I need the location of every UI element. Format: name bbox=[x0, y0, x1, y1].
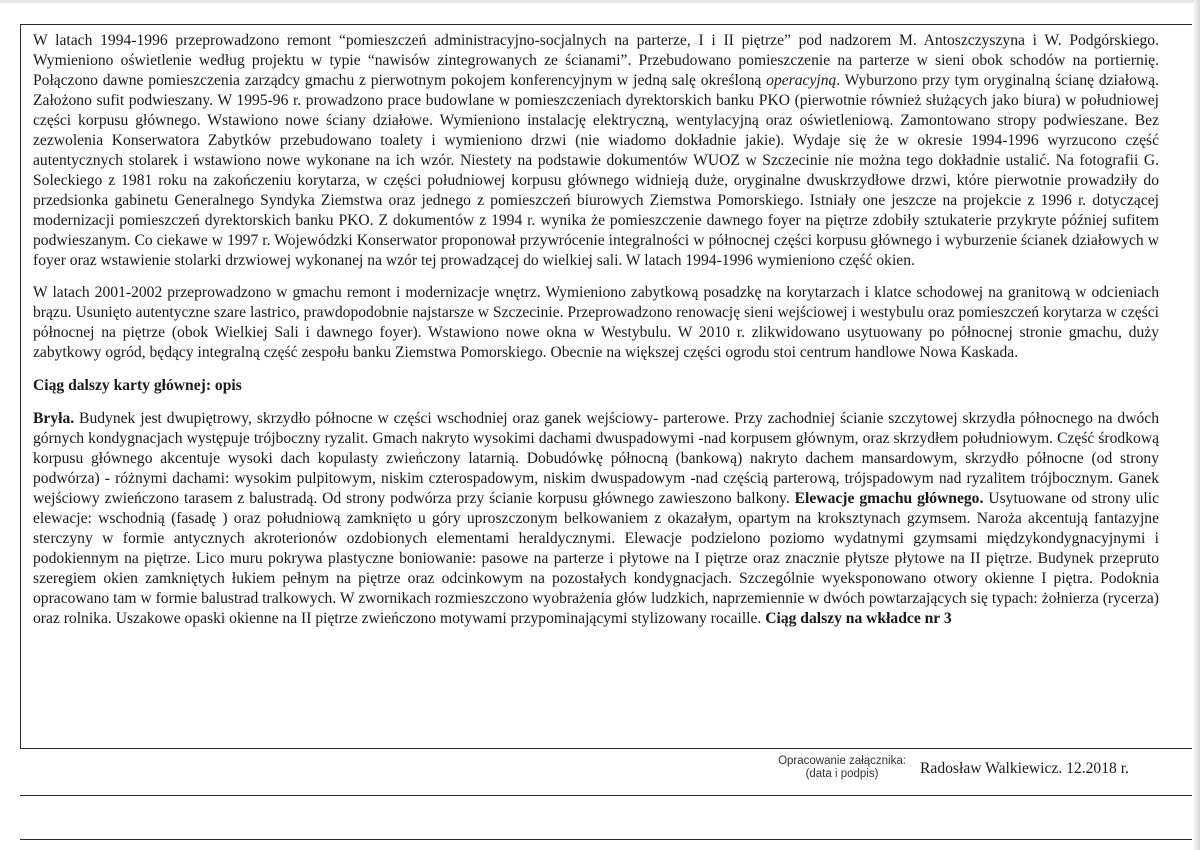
paragraph-3-lead: Bryła. bbox=[33, 410, 75, 427]
paragraph-3-text-a: Budynek jest dwupiętrowy, skrzydło północne w części wschodniej oraz ganek wejściowy- parterowe. Przy zachodniej ścianie szczytowej skrzydła północnego na dwóch górnych kondygnacjach występuje trójboczny ryzalit. Gmach nakryto wysokimi dachami dwuspadowymi -nad korpusem głównym, oraz skrzydłem południowym. Część środkową korpusu głównego akcentuje wysoki dach kopulasty zwieńczony latarnią. Dobudówkę północną (bankową) nakryto dachem mansardowym, skrzydło północne (od strony podwórza) - różnymi dachami: wysokim pulpitowym, niskim czterospadowym, niskim dwuspadowym -nad częścią parterową, trójspadowym nad ryzalitem trójbocznym. Ganek wejściowy zwieńczono tarasem z balustradą. Od strony podwórza przy ścianie korpusu głównego zawieszono balkony. bbox=[33, 410, 1159, 507]
document-body bbox=[33, 31, 1159, 629]
section-heading: Ciąg dalszy karty głównej: opis bbox=[33, 377, 242, 394]
paragraph-1-italic-term: operacyjną bbox=[766, 72, 837, 89]
paragraph-1-text-a: W latach 1994-1996 przeprowadzono remont “pomieszczeń administracyjno-socjalnych na parterze, I i II piętrze” pod nadzorem M. Antoszczyszyna i W. Podgórskiego. Wymieniono oświetlenie według projektu w typie “nawisów zintegrowanych ze ścianami”. Przebudowano pomieszczenie na parterze w sieni obok schodów na portiernię. Połączono dawne pomieszczenia zarządcy gmachu z pierwotnym pokojem konferencyjnym w jedną salę określoną bbox=[33, 32, 1159, 89]
paragraph-renovation-1994-1996 bbox=[33, 31, 1159, 271]
footer-signature: Radosław Walkiewicz. 12.2018 r. bbox=[920, 760, 1129, 777]
paragraph-3-continuation-note: Ciąg dalszy na wkładce nr 3 bbox=[765, 610, 952, 627]
footer-label-line-1: Opracowanie załącznika: bbox=[778, 755, 906, 767]
footer-bottom-border bbox=[20, 839, 1192, 840]
paragraph-1-text-b: . Wyburzono przy tym oryginalną ścianę działową. Założono sufit podwieszany. W 1995-96 r. prowadzono prace budowlane w pomieszczeniach dyrektorskich banku PKO (pierwotnie również służących jako biura) w południowej części korpusu głównego. Wstawiono nowe ściany działowe. Wymieniono instalację elektryczną, wentylacyjną oraz oświetleniową. Zamontowano stropy podwieszane. Bez zezwolenia Konserwatora Zabytków przebudowano toalety i wymieniono drzwi (nie wiadomo dokładnie jakie). Wydaje się że w okresie 1994-1996 wyrzucono część autentycznych stolarek i wstawiono nowe wykonane na ich wzór. Niestety na podstawie dokumentów WUOZ w Szczecinie nie można tego dokładnie ustalić. Na fotografii G. Soleckiego z 1981 roku na zakończeniu korytarza, w części południowej korpusu głównego widnieją duże, oryginalne dwuskrzydłowe drzwi, które pierwotnie prowadziły do przedsionka gabinetu Generalnego Syndyka Ziemstwa oraz jednego z pomieszczeń biurowych Ziemstwa Pomorskiego. Istniały one jeszcze na projekcie z 1996 r. dotyczącej modernizacji pomieszczeń dyrektorskich banku PKO. Z dokumentów z 1994 r. wynika że pomieszczenie dawnego foyer na piętrze zdobiły sztukaterie przykryte później sufitem podwieszanym. Co ciekawe w 1997 r. Wojewódzki Konserwator proponował przywrócenie integralności w północnej części korpusu głównego i wyburzenie ścianek działowych w foyer oraz wstawienie stolarki drzwiowej wykonanej na wzór tej prowadzącej do wielkiej sali. W latach 1994-1996 wymieniono część okien. bbox=[33, 72, 1160, 269]
frame-left-border bbox=[20, 24, 21, 749]
paragraph-3-text-b: Usytuowane od strony ulic elewacje: wschodnią (fasadę ) oraz południową zamknięto u góry uproszczonym belkowaniem z okazałym, opartym na kroksztynach gzymsem. Naroża akcentują fantazyjne sterczyny w formie antycznych akroterionów ozdobionych elementami heraldycznymi. Elewacje podzielono poziomo wydatnymi gzymsami międzykondygnacyjnymi i podokiennym na piętrze. Lico muru pokrywa plastyczne boniowanie: pasowe na parterze i płytowe na I piętrze oraz znacznie płytsze płytowe na II piętrze. Budynek przepruto szeregiem okien zamkniętych łukiem pełnym na piętrze oraz odcinkowym na pozostałych kondygnacjach. Szczególnie wyeksponowano otwory okienne I piętra. Podoknia opracowano tam w formie balustrad tralkowych. W zwornikach rozmieszczono wyobrażenia głów ludzkich, naprzemiennie w dwóch powtarzających się typach: żołnierza (rycerza) oraz rolnika. Uszakowe opaski okienne na II piętrze zwieńczono motywami przypominającymi stylizowany rocaille. bbox=[33, 490, 1160, 627]
footer-preparation-label bbox=[752, 755, 932, 781]
paragraph-building-description bbox=[33, 409, 1159, 629]
frame-top-border bbox=[20, 24, 1192, 25]
scan-edge-right bbox=[1194, 0, 1200, 850]
footer-divider bbox=[20, 795, 1192, 796]
paragraph-renovation-2001-2002: W latach 2001-2002 przeprowadzono w gmachu remont i modernizacje wnętrz. Wymieniono zabytkową posadzkę na korytarzach i klatce schodowej na granitową w odcieniach brązu. Usunięto autentyczne szare lastrico, prawdopodobnie najstarsze w Szczecinie. Przeprowadzono renowację sieni wejściowej i westybulu oraz pomieszczeń korytarza w części północnej na piętrze (obok Wielkiej Sali i dawnego foyer). Wstawiono nowe okna w Westybulu. W 2010 r. zlikwidowano usytuowany po północnej stronie gmachu, duży zabytkowy ogród, będący integralną część zespołu banku Ziemstwa Pomorskiego. Obecnie na większej części ogrodu stoi centrum handlowe Nowa Kaskada. bbox=[33, 284, 1159, 361]
footer-label-line-2: (data i podpis) bbox=[805, 768, 879, 780]
content-bottom-border bbox=[20, 748, 1192, 749]
paragraph-3-subheading-elevations: Elewacje gmachu głównego. bbox=[794, 490, 984, 507]
scan-edge-top bbox=[0, 0, 1200, 3]
